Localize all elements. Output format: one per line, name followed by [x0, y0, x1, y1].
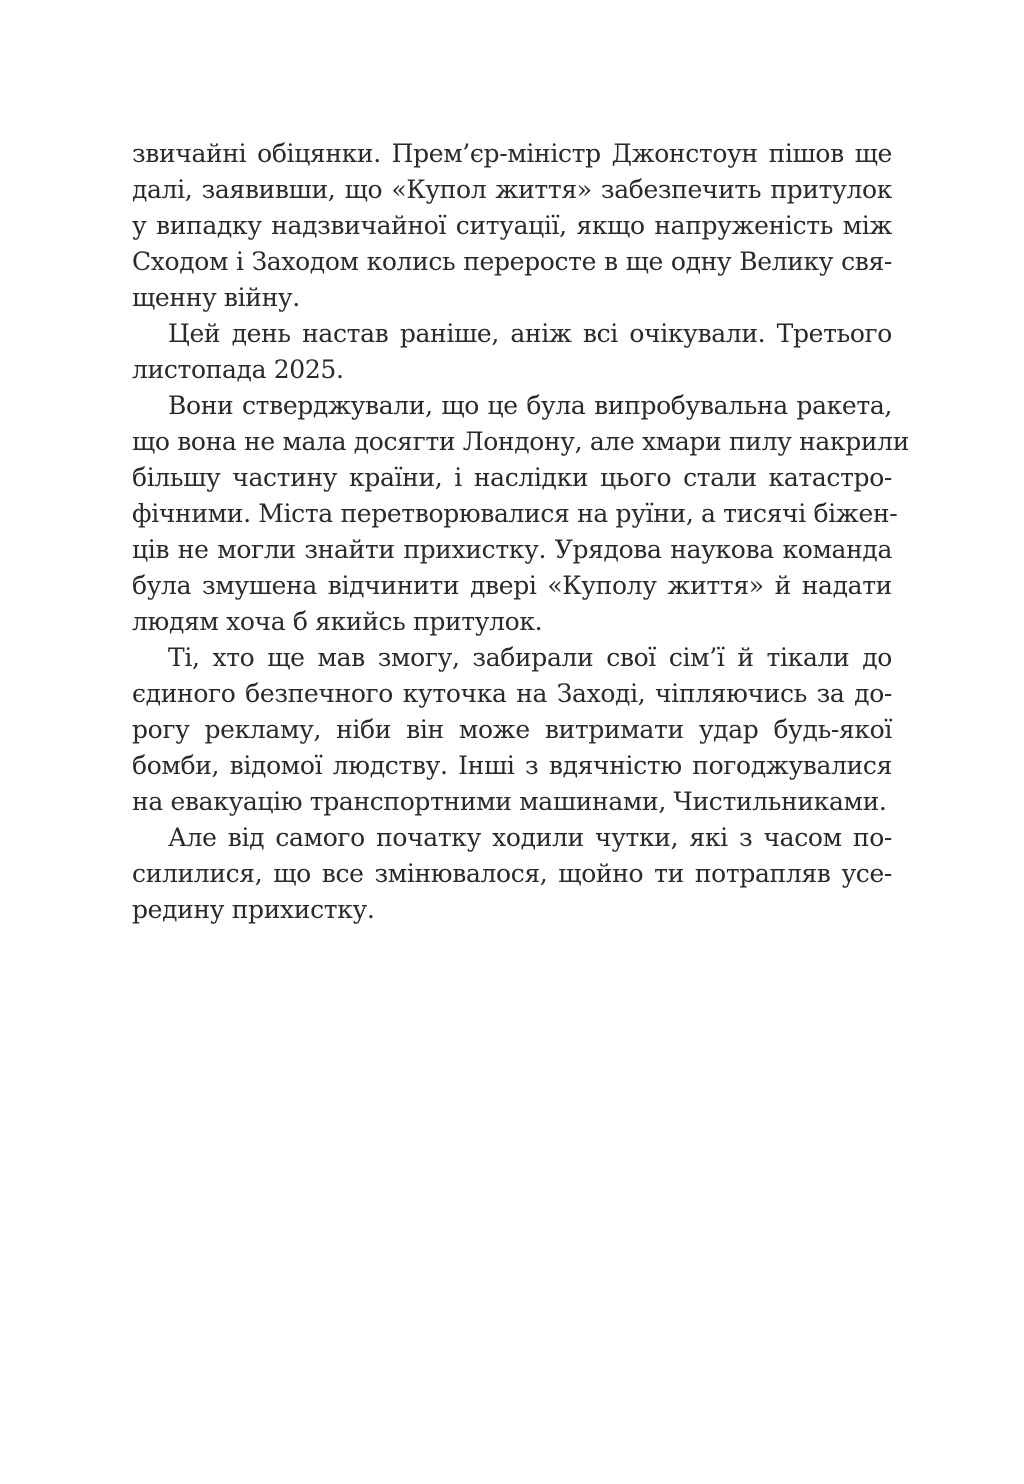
paragraph [132, 640, 892, 820]
text-line: силилися, що все змінювалося, щойно ти потрапляв усе- [132, 859, 892, 888]
paragraph [132, 316, 892, 388]
text-line: звичайні обіцянки. Прем’єр-міністр Джонстоун пішов ще [132, 139, 892, 168]
text-line: була змушена відчинити двері «Куполу життя» й надати [132, 571, 892, 600]
text-line: ців не могли знайти прихистку. Урядова наукова команда [132, 535, 892, 564]
text-line: на евакуацію транспортними машинами, Чистильниками. [132, 787, 887, 816]
text-line: рогу рекламу, ніби він може витримати удар будь-якої [132, 715, 892, 744]
text-line: щенну війну. [132, 283, 300, 312]
text-line: Сходом і Заходом колись переросте в ще одну Велику свя- [132, 247, 892, 276]
text-line: Вони стверджували, що це була випробувальна ракета, [168, 391, 892, 420]
text-line: єдиного безпечного куточка на Заході, чіпляючись за до- [132, 679, 892, 708]
text-line: далі, заявивши, що «Купол життя» забезпечить притулок [132, 175, 892, 204]
text-line: Але від самого початку ходили чутки, які з часом по- [168, 823, 892, 852]
paragraph [132, 820, 892, 928]
text-line: Ті, хто ще мав змогу, забирали свої сім’ї й тікали до [168, 643, 892, 672]
paragraph [132, 388, 910, 640]
text-line: у випадку надзвичайної ситуації, якщо напруженість між [132, 211, 892, 240]
text-line: що вона не мала досягти Лондону, але хмари пилу накрили [132, 427, 910, 456]
text-line: людям хоча б якийсь притулок. [132, 607, 543, 636]
text-line: бомби, відомої людству. Інші з вдячністю погоджувалися [132, 751, 892, 780]
text-line: редину прихистку. [132, 895, 375, 924]
text-line: Цей день настав раніше, аніж всі очікували. Третього [168, 319, 892, 348]
paragraph [132, 136, 892, 316]
text-line: листопада 2025. [132, 355, 344, 384]
body-text [132, 136, 910, 928]
text-line: більшу частину країни, і наслідки цього стали катастро- [132, 463, 892, 492]
text-line: фічними. Міста перетворювалися на руїни, а тисячі біжен- [132, 499, 898, 528]
